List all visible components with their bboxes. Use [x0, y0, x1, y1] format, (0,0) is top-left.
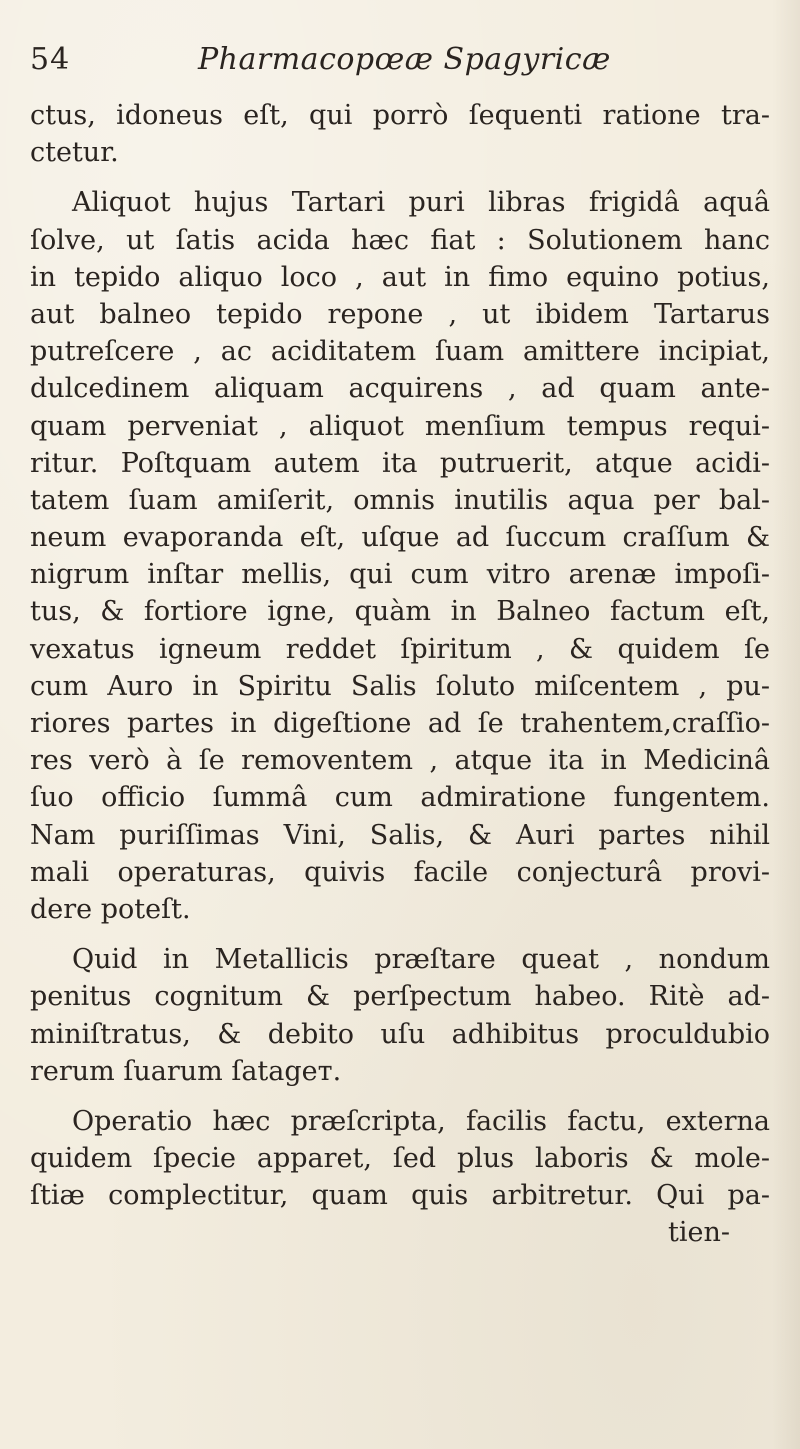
- text-line: Nam puriſſimas Vini, Salis, & Auri partes nihil: [30, 819, 770, 851]
- text-line: ritur. Poſtquam autem ita putruerit, atque acidi-: [30, 447, 770, 479]
- text-line: quidem ſpecie apparet, ſed plus laboris & mole-: [30, 1143, 770, 1175]
- page-number: 54: [30, 42, 71, 77]
- text-line: ſuo officio ſummâ cum admiratione fungentem.: [30, 782, 770, 814]
- text-line: ſtiæ complectitur, quam quis arbitretur. Qui pa-: [30, 1180, 770, 1212]
- page-edge-shadow: [772, 0, 800, 1449]
- text-line: ctus, idoneus eſt, qui porrò ſequenti ratione tra-: [30, 100, 770, 131]
- text-line: tatem ſuam amiſerit, omnis inutilis aqua per bal-: [30, 484, 770, 516]
- text-line: tus, & fortiore igne, quàm in Balneo factum eſt,: [30, 596, 770, 628]
- text-line: putreſcere , ac aciditatem ſuam amittere incipiat,: [30, 336, 770, 368]
- text-line: neum evaporanda eſt, uſque ad ſuccum craſſum &: [30, 522, 770, 554]
- text-line: Operatio hæc præſcripta, facilis factu, externa: [72, 1105, 770, 1137]
- text-line: in tepido aliquo loco , aut in fimo equino potius,: [30, 261, 770, 293]
- text-line: rerum ſuarum ſatagет.: [30, 1055, 342, 1087]
- text-line: riores partes in digeſtione ad ſe trahentem,craſſio-: [30, 708, 770, 739]
- text-line: ſolve, ut ſatis acida hæc fiat : Solutionem hanc: [30, 224, 770, 256]
- text-line: res verò à ſe removentem , atque ita in Medicinâ: [30, 745, 770, 777]
- text-line: quam perveniat , aliquot menſium tempus requi-: [30, 410, 770, 442]
- text-line: Quid in Metallicis præſtare queat , nondum: [72, 944, 770, 976]
- text-line: Aliquot hujus Tartari puri libras frigidâ aquâ: [72, 187, 770, 219]
- text-line: nigrum inſtar mellis, qui cum vitro arenæ impoſi-: [30, 559, 770, 591]
- text-line: aut balneo tepido repone , ut ibidem Tartarus: [30, 298, 770, 330]
- catchword: tien-: [668, 1217, 730, 1249]
- text-line: dulcedinem aliquam acquirens , ad quam ante-: [30, 373, 770, 405]
- text-line: penitus cognitum & perſpectum habeo. Ritè ad-: [30, 981, 770, 1013]
- text-line: miniſtratus, & debito uſu adhibitus proculdubio: [30, 1018, 770, 1050]
- text-line: cum Auro in Spiritu Salis ſoluto miſcentem , pu-: [30, 670, 770, 702]
- body-text: [30, 97, 770, 1252]
- running-head: Pharmacopœæ Spagyricæ: [198, 42, 611, 77]
- page-header: [30, 42, 770, 92]
- text-line: mali operaturas, quivis facile conjecturâ provi-: [30, 856, 770, 888]
- text-line: vexatus igneum reddet ſpiritum , & quidem ſe: [30, 633, 770, 665]
- text-line: ctetur.: [30, 137, 119, 169]
- text-line: dere poteſt.: [30, 893, 191, 925]
